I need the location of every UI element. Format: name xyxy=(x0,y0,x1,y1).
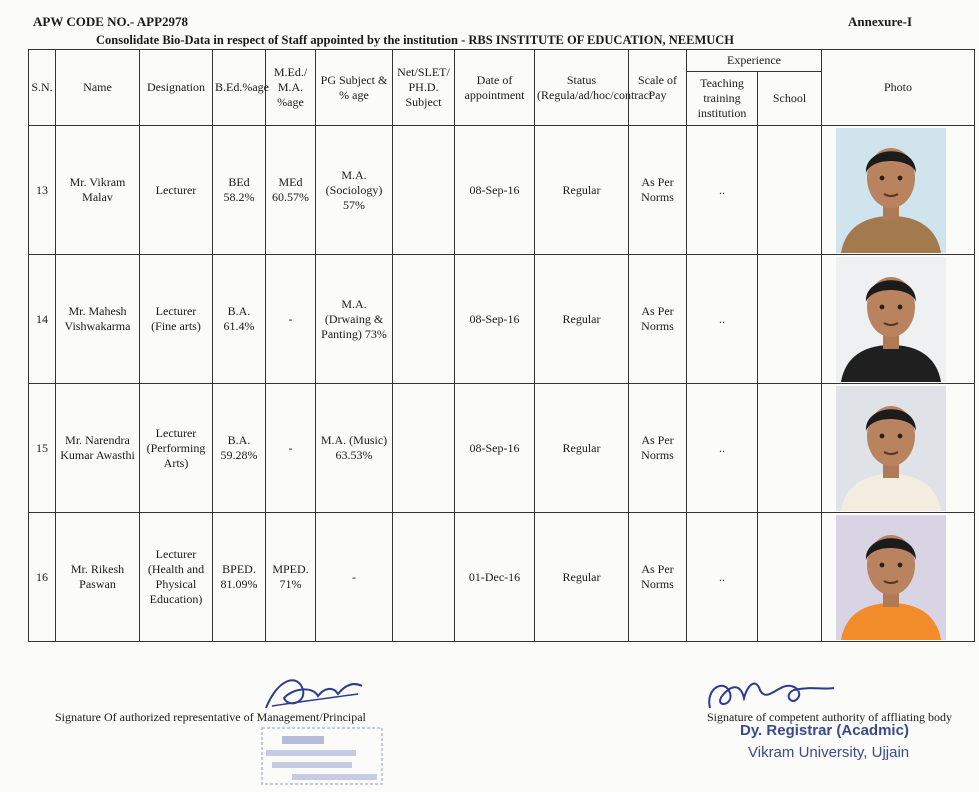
cell-school xyxy=(758,126,822,255)
table-row xyxy=(29,255,975,384)
cell-net xyxy=(393,255,455,384)
cell-teaching: .. xyxy=(687,126,758,255)
cell-scale: As Per Norms xyxy=(629,513,687,642)
cell-bed: B.A. 59.28% xyxy=(213,384,266,513)
cell-net xyxy=(393,126,455,255)
col-net: Net/SLET/ PH.D. Subject xyxy=(393,50,455,126)
cell-sn: 13 xyxy=(29,126,56,255)
registrar-stamp: Dy. Registrar (Acadmic) xyxy=(740,722,909,739)
staff-photo xyxy=(836,128,946,253)
cell-date: 01-Dec-16 xyxy=(455,513,535,642)
staff-photo xyxy=(836,257,946,382)
apw-code: APW CODE NO.- APP2978 xyxy=(33,14,189,29)
col-teaching: Teaching training institution xyxy=(687,72,758,126)
university-stamp: Vikram University, Ujjain xyxy=(748,744,910,761)
cell-photo xyxy=(822,255,975,384)
cell-status: Regular xyxy=(535,126,629,255)
cell-bed: BPED. 81.09% xyxy=(213,513,266,642)
col-designation: Designation xyxy=(140,50,213,126)
table-row xyxy=(29,126,975,255)
cell-sn: 15 xyxy=(29,384,56,513)
staff-photo xyxy=(836,515,946,640)
cell-med: - xyxy=(266,255,316,384)
cell-school xyxy=(758,513,822,642)
cell-teaching: .. xyxy=(687,255,758,384)
col-pg: PG Subject & % age xyxy=(316,50,393,126)
cell-med: - xyxy=(266,384,316,513)
cell-net xyxy=(393,513,455,642)
cell-net xyxy=(393,384,455,513)
cell-photo xyxy=(822,384,975,513)
cell-teaching: .. xyxy=(687,513,758,642)
cell-pg: - xyxy=(316,513,393,642)
cell-pg: M.A. (Sociology) 57% xyxy=(316,126,393,255)
col-experience: Experience xyxy=(687,50,822,72)
cell-designation: Lecturer (Health and Physical Education) xyxy=(140,513,213,642)
cell-pg: M.A. (Music) 63.53% xyxy=(316,384,393,513)
cell-date: 08-Sep-16 xyxy=(455,255,535,384)
cell-med: MEd 60.57% xyxy=(266,126,316,255)
col-school: School xyxy=(758,72,822,126)
cell-status: Regular xyxy=(535,513,629,642)
cell-designation: Lecturer xyxy=(140,126,213,255)
cell-scale: As Per Norms xyxy=(629,255,687,384)
cell-med: MPED. 71% xyxy=(266,513,316,642)
cell-date: 08-Sep-16 xyxy=(455,126,535,255)
cell-name: Mr. Narendra Kumar Awasthi xyxy=(56,384,140,513)
col-photo: Photo xyxy=(822,50,975,126)
col-bed: B.Ed.%age xyxy=(213,50,266,126)
col-scale: Scale of Pay xyxy=(629,50,687,126)
left-signature-label: Signature Of authorized representative of Management/Principal xyxy=(55,710,366,724)
staff-table xyxy=(28,49,975,642)
cell-pg: M.A. (Drwaing & Panting) 73% xyxy=(316,255,393,384)
cell-teaching: .. xyxy=(687,384,758,513)
cell-sn: 14 xyxy=(29,255,56,384)
cell-status: Regular xyxy=(535,384,629,513)
cell-scale: As Per Norms xyxy=(629,384,687,513)
cell-school xyxy=(758,384,822,513)
cell-photo xyxy=(822,513,975,642)
col-med: M.Ed./ M.A. %age xyxy=(266,50,316,126)
cell-designation: Lecturer (Performing Arts) xyxy=(140,384,213,513)
cell-designation: Lecturer (Fine arts) xyxy=(140,255,213,384)
annexure-label: Annexure-I xyxy=(848,14,913,29)
institution-stamp xyxy=(252,724,397,788)
col-status: Status (Regula/ad/hoc/contract xyxy=(535,50,629,126)
document-title: Consolidate Bio-Data in respect of Staff appointed by the institution - RBS INSTITUTE OF EDUCATION, NEEMUCH xyxy=(96,33,735,47)
col-sn: S.N. xyxy=(29,50,56,126)
cell-bed: B.A. 61.4% xyxy=(213,255,266,384)
col-name: Name xyxy=(56,50,140,126)
cell-photo xyxy=(822,126,975,255)
right-signature-label: Signature of competent authority of affliating body xyxy=(707,710,953,724)
table-row xyxy=(29,384,975,513)
cell-sn: 16 xyxy=(29,513,56,642)
col-date: Date of appointment xyxy=(455,50,535,126)
cell-school xyxy=(758,255,822,384)
cell-name: Mr. Rikesh Paswan xyxy=(56,513,140,642)
cell-scale: As Per Norms xyxy=(629,126,687,255)
cell-name: Mr. Mahesh Vishwakarma xyxy=(56,255,140,384)
cell-date: 08-Sep-16 xyxy=(455,384,535,513)
cell-status: Regular xyxy=(535,255,629,384)
staff-photo xyxy=(836,386,946,511)
cell-name: Mr. Vikram Malav xyxy=(56,126,140,255)
cell-bed: BEd 58.2% xyxy=(213,126,266,255)
table-row xyxy=(29,513,975,642)
